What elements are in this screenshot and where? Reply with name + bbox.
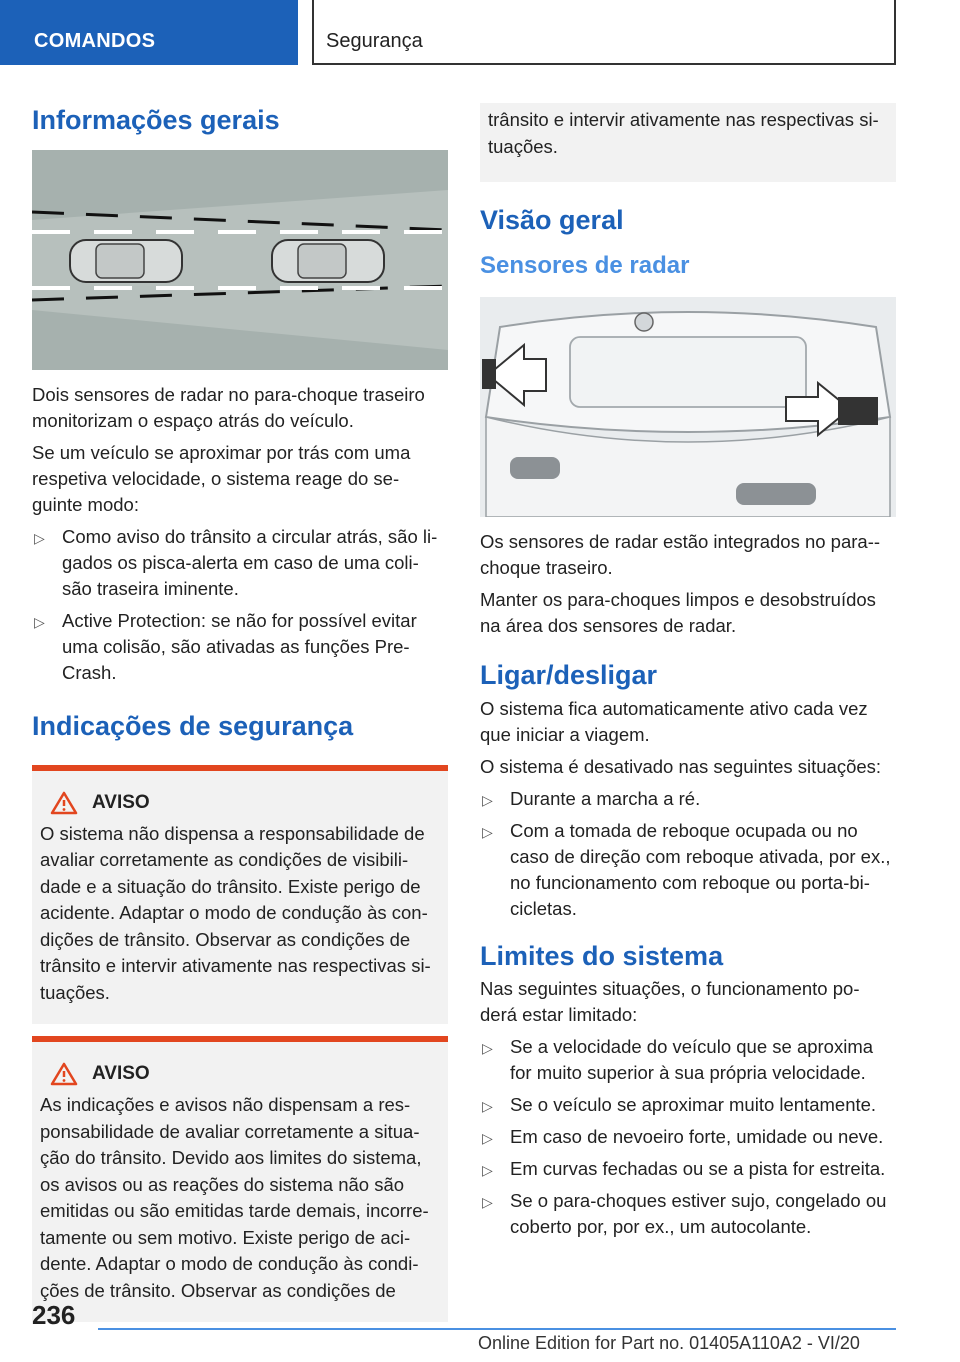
bullet-triangle-icon: ▷ — [482, 1161, 493, 1178]
bullet-triangle-icon: ▷ — [482, 1097, 493, 1114]
left-column — [32, 100, 448, 1322]
paragraph-limites: Nas seguintes situações, o funcionamento po-derá estar limitado: — [480, 977, 860, 1025]
paragraph-sensores-limpeza: Manter os para-choques limpos e desobstruídos na área dos sensores de radar. — [480, 589, 876, 637]
list-item: ▷ Com a tomada de reboque ocupada ou no caso de direção com reboque ativada, por ex., no funcionamento com reboque ou porta-bi-cicletas. — [482, 819, 891, 919]
warning-triangle-icon — [50, 791, 78, 815]
heading-informacoes-gerais: Informações gerais — [32, 105, 280, 135]
warning-box-2 — [32, 1036, 448, 1322]
warning-box-1 — [32, 765, 448, 1025]
bullet-triangle-icon: ▷ — [34, 614, 45, 631]
warning-text: O sistema não dispensa a responsabilidade de avaliar corretamente as condições de visibili-dade e a situação do trânsito. Existe perigo de acidente. Adaptar o modo de condução às con-dições de trânsito. Observar as condições de trânsito e intervir ativamente nas respectivas si-tuações. — [40, 822, 431, 1003]
rear-bumper-svg — [480, 297, 896, 517]
bullet-triangle-icon: ▷ — [482, 823, 493, 840]
car-rear-icon — [70, 240, 182, 282]
limits-list — [480, 1034, 896, 1240]
list-item: ▷ Active Protection: se não for possível evitar uma colisão, são ativadas as funções Pre-Crash. — [34, 610, 417, 684]
heading-indicacoes-seguranca: Indicações de segurança — [32, 711, 354, 742]
heading-ligar-desligar: Ligar/desligar — [480, 660, 658, 691]
warning-title-row — [40, 1062, 440, 1086]
heading-visao-geral: Visão geral — [480, 205, 624, 235]
warning-continuation-box — [480, 103, 896, 182]
footer-divider — [98, 1328, 896, 1330]
list-item: ▷ Em caso de nevoeiro forte, umidade ou neve. — [480, 1124, 896, 1150]
bullet-triangle-icon: ▷ — [482, 1193, 493, 1210]
warning-title: AVISO — [92, 791, 150, 813]
warning-title: AVISO — [92, 1063, 150, 1085]
bullet-triangle-icon: ▷ — [482, 1129, 493, 1146]
paragraph-sensores-integrados: Os sensores de radar estão integrados no para--choque traseiro. — [480, 531, 881, 579]
radar-sensor-left-icon — [482, 359, 496, 389]
warning-title-row — [40, 791, 440, 815]
radar-sensor-right-icon — [838, 397, 878, 425]
list-item: ▷ Durante a marcha a ré. — [480, 786, 896, 812]
exhaust-left-icon — [510, 457, 560, 479]
page-number: 236 — [32, 1300, 76, 1330]
warning-continuation-text: trânsito e intervir ativamente nas respectivas si-tuações. — [488, 109, 879, 157]
list-item: ▷ Se o para-choques estiver sujo, congelado ou coberto por, por ex., um autocolante. — [482, 1189, 887, 1237]
car-front-icon — [272, 240, 384, 282]
warning-text: As indicações e avisos não dispensam a res-ponsabilidade de avaliar corretamente a situa-ção do trânsito. Devido aos limites do sistema, os avisos ou as reações do sistema não são emitidas ou são emitidas tarde demais, incorre-tamente ou sem motivo. Existe perigo de aci-dente. Adaptar o modo de condução às condi-ções de trânsito. Observar as condições de — [40, 1094, 429, 1301]
right-column — [480, 103, 896, 1246]
brand-logo-icon — [635, 313, 653, 331]
heading-limites-sistema: Limites do sistema — [480, 940, 724, 971]
header-section-tab: COMANDOS — [0, 0, 298, 65]
deactivation-list — [480, 786, 896, 922]
list-item: ▷ Se a velocidade do veículo que se aproxima for muito superior à sua própria velocidade. — [482, 1035, 874, 1083]
bullet-triangle-icon: ▷ — [482, 1039, 493, 1056]
paragraph-ligar-auto: O sistema fica automaticamente ativo cada vez que iniciar a viagem. — [480, 697, 868, 745]
paragraph-intro: Dois sensores de radar no para-choque traseiro monitorizam o espaço atrás do veículo. — [32, 384, 425, 432]
list-item: ▷ Como aviso do trânsito a circular atrás, são li-gados os pisca-alerta em caso de uma coli-são traseira iminente. — [34, 526, 438, 600]
traffic-illustration-svg — [32, 150, 448, 370]
list-item: ▷ Em curvas fechadas ou se a pista for estreita. — [480, 1156, 896, 1182]
footer-edition: Online Edition for Part no. 01405A110A2 - VI/20 — [478, 1333, 860, 1353]
paragraph-reaction: Se um veículo se aproximar por trás com uma respetiva velocidade, o sistema reage do se-guinte modo: — [32, 442, 411, 516]
bullet-triangle-icon: ▷ — [34, 530, 45, 547]
exhaust-right-icon — [736, 483, 816, 505]
paragraph-desativado: O sistema é desativado nas seguintes situações: — [480, 755, 882, 777]
list-item: ▷ Se o veículo se aproximar muito lentamente. — [480, 1092, 896, 1118]
header-subsection: Segurança — [312, 0, 896, 65]
bullet-triangle-icon: ▷ — [482, 791, 493, 808]
reaction-list — [32, 524, 448, 686]
heading-sensores-radar: Sensores de radar — [480, 252, 690, 280]
rear-bumper-illustration — [480, 297, 896, 517]
warning-triangle-icon — [50, 1062, 78, 1086]
traffic-illustration — [32, 150, 448, 370]
